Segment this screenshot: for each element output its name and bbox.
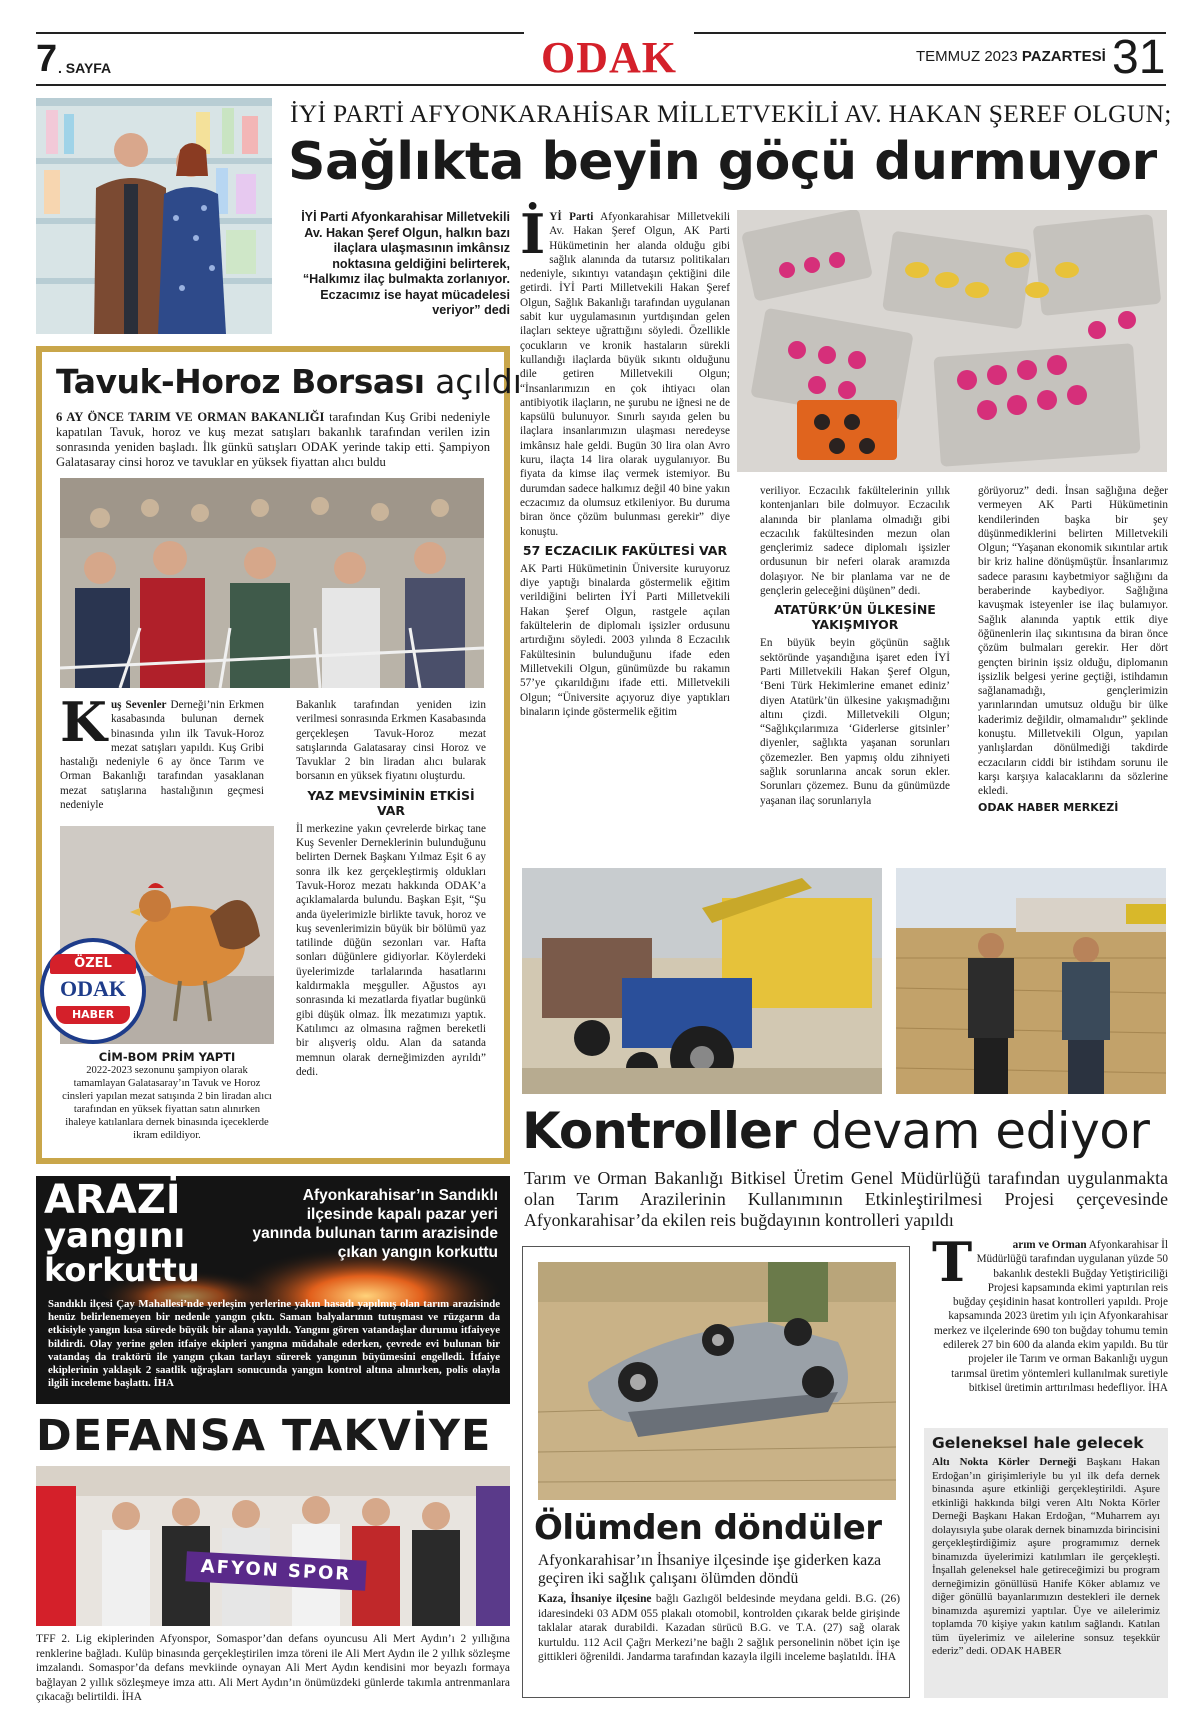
lead-column-3 [978, 484, 1168, 815]
lead-column-1 [520, 202, 730, 719]
month-year: TEMMUZ 2023 [916, 48, 1018, 65]
geleneksel-lead: Altı Nokta Körler Derneği [932, 1456, 1077, 1468]
weekday: PAZARTESİ [1021, 48, 1106, 65]
pills-photo [737, 210, 1167, 472]
defansa-body [36, 1632, 510, 1705]
arazi-headline-1: ARAZİ [44, 1177, 181, 1223]
kontrol-body [932, 1230, 1168, 1395]
lead-col2-text2: En büyük beyin göçünün sağlık sektöründe yaşandığına işaret eden İYİ Parti Milletvekili Hakan Şeref Olgun, ‘Beni Türk Hekimlerine emanet ediniz’ diyen Atatürk’ün ülkesine yakışmadığını altını çizdi. Milletvekili Olgun; “Sağlıkçılarımıza ‘Giderlerse gitsinler’ diyenler, sağlıkta yaşanan sorunları çözemezler. Ben yapmış oldu zihniyeti sağlık sorunlarına ancak sorun ekler. Sorunları çözemez. Bunu da günümüzde yaşanan ilaç sorunlarıyla [760, 637, 950, 807]
arazi-headline-2: yangını [44, 1216, 186, 1256]
arazi-headline-3: korkuttu [44, 1251, 200, 1289]
kontrol-headline [522, 1100, 1172, 1174]
defansa-text: TFF 2. Lig ekiplerinden Afyonspor, Somaspor’dan defans oyuncusu Ali Mert Aydın’ı 2 yıllığına renklerine bağladı. Kulüp binasında gerçekleştirilen imza töreni ile Ali Mert Aydın ile 2 yıllık sözleşme imzalandı. Somaspor’da defans mevkiinde oynayan Ali Mert Aydın kendisini mor beyazlı formaya bağlayan 2 yıllık sözleşmeye imza attı. Ali Mert Aydın’ın önümüzdeki günlerde takımla antrenmanlara çıkacağı belirtildi. [36, 1633, 510, 1703]
geleneksel-text: Başkanı Hakan Erdoğan’ın girişimleriyle bu yıl ilk defa dernek binasında aşure etkinliği gerçekleştirildi. Aşure etkinliği hakkında bilgi veren Altı Nokta Körler Derneği Başkanı Hakan Erdoğan, “Muharrem ayı dolayısıyla şube olarak dernek binamızda birincisini gerçekleştirdiğimiz aşure programımız dernek binamızda üyelerimizi katılımları ile gerçekleşti. İnşallah geleneksel hale getireceğimizi bu program derneğimizin gönüllüsü Hanife Köker ablamız ve diğer gönüllü bayanlarımızın destekleri ile dernek binamızda aşuremizi yaptılar. Üye ve ailelerimiz toplamda 70 kişiye yakın katılım sağlandı. Katılan tüm üyelerimiz ve ailelerine sonsuz teşekkür ederiz” dedi. [932, 1456, 1160, 1657]
masthead [36, 28, 1166, 88]
olum-lead: Kaza, İhsaniye ilçesine [538, 1593, 652, 1605]
tavuk-headline-bold: Tavuk-Horoz Borsası [56, 362, 425, 401]
lead-col1-lead: Yİ Parti [549, 211, 594, 223]
kontrol-byline: İHA [1148, 1381, 1168, 1394]
defansa-headline: DEFANSA TAKVİYE [36, 1411, 492, 1461]
lead-col3-text: görüyoruz” dedi. İnsan sağlığına değer vermeyen AK Parti Hükümetinin kendilerinden başka bir şey düşünmediklerini belirten Milletvekili Olgun; “Yaşanan ekonomik sıkıntılar artık bir kriz haline dönüşmüştür. İnsanlarımız sadece parasını kaybetmiyor sağlığını da beraberinde kaybediyor. Sağlığına kavuşmak isteyenler ise ilaç bulamıyor. Sağlık alanında yaptık ettik diye öğünenlerin ilaç sıkıntısına da biran önce çözüm bulmaları gerekir. Her dört gençten birinin işsiz olduğu, diplomanın işsizlik belgesi yerine geçtiği, istihdamın sağlanamadığı, gençlerimizin yarınlarından umutsuz olduğu bir ülke kaderimiz değildir, olmamalıdır” şeklinde konuştu. Milletvekili Olgun, yapılan yanlışlardan dönülmediği takdirde eczacıların ciddi bir istihdam sorunu ile karşı karşıya kalacaklarını da sözlerine ekledi. [978, 485, 1168, 798]
lead-headline: Sağlıkta beyin göçü durmuyor [288, 132, 1157, 192]
lead-kicker: İYİ PARTİ AFYONKARAHİSAR MİLLETVEKİLİ AV. HAKAN ŞEREF OLGUN; [290, 99, 1172, 128]
lead-subhead-1: 57 ECZACILIK FAKÜLTESİ VAR [522, 542, 728, 558]
defansa-byline: İHA [121, 1691, 142, 1703]
tractor-photo [522, 868, 882, 1094]
logo-box [524, 32, 694, 84]
rooster-caption-title: CİM-BOM PRİM YAPTI [98, 1050, 236, 1064]
arazi-body [48, 1298, 500, 1390]
badge-mid-text: ODAK [60, 976, 126, 1001]
rooster-caption-text: 2022-2023 sezonunu şampiyon olarak tamamlayan Galatasaray’ın Tavuk ve Horoz cinsleri yapılan mezat satışında 2 bin liradan alıcı tarafından en yüksek fiyattan satın alınırken ihaleye katılanlara dernek binasında içeceklerde ikram edildiyor. [62, 1065, 272, 1141]
kontrol-text: Afyonkarahisar İl Müdürlüğü tarafından uygulanan yüzde 50 bakanlık destekli Buğday Yetiştiriciliği Projesi kapsamında ekimi yaptırılan reis buğday çeşidinin hasat kontrolleri yapıldı. Proje kapsamında 2023 üretim yılı için Afyonkarahisar merkez ve ilçelerinde 690 ton buğday tohumu temin edilerek 27 bin 600 da alanda ekim yapıldı. Bu tür projeler ile Tarım ve orman Bakanlığı uygun tarımsal üretim yöntemleri kullanılmak suretiyle bitkisel üretimin arttırılması hedefliyor. [934, 1239, 1168, 1394]
olum-deck: Afyonkarahisar’ın İhsaniye ilçesinde işe giderken kaza geçiren iki sağlık çalışanı ölümden döndü [538, 1552, 882, 1587]
olum-headline: Ölümden döndüler [534, 1508, 882, 1548]
tavuk-col2-text2: İl merkezine yakın çevrelerde birkaç tane Kuş Sevenler Derneklerinin bulunduğunu belirten Dernek Başkanı Yılmaz Eşit 6 ay sonra ilk kez gerçekleştirmiş oldukları Tavuk-Horoz mezatı hakkında ODAK’a açıklamalarda bulundu. Başkan Eşit, “Şu anda üyelerimizle birlikte tavuk, horoz ve kuş sevenlerimizin büyük bir bölümü yaz tatilinde düğün sezonları var. Hafta sonları düğünlere gidiyorlar. Köylerdeki üyelerimizde tarlalarında hasatlarını kaldırmakla meşguller. Ağustos ayı sonrasında ki mezatlarda fiyatlar bugünkü gibi düşük olmaz. İlk mezatımızı yaptık. Katılımcı az olmasına rağmen bereketli bir alışveriş oldu. Alan da satanda memnun olarak derneğimizden ayrıldı” dedi. [296, 822, 486, 1078]
geleneksel-body [932, 1456, 1160, 1659]
tavuk-col2-text: Bakanlık tarafından yeniden izin verilmesi sonrasında Erkmen Kasabasında gerçekleşen Tavuk-Horoz mezat satışlarında Galatasaray cinsi Horoz ve Tavuklar 2 bin liradan alıcı bularak borsanın en yüksek fiyatını oluşturdu. [296, 699, 486, 783]
lead-col2-text: veriliyor. Eczacılık fakültelerinin yıllık kontenjanları bile dolmuyor. Eczacılık alanında bir planlama olmadığı gibi eczacılık fakültesinden mezun olan gençlerimiz sadece diplomalı işsizler ordusunun bir neferi olarak aramızda dolaşıyor. Ne bir planlama var ne de gençlerin geleceğini düşünen” dedi. [760, 485, 950, 598]
pharmacy-photo [36, 98, 272, 334]
scarf-text: AFYON SPOR [200, 1556, 352, 1585]
tavuk-headline [56, 360, 522, 410]
bottom-rule [36, 84, 1166, 86]
tavuk-subhead: YAZ MEVSİMİNİN ETKİSİ VAR [307, 787, 475, 818]
tavuk-summary-text: tarafından Kuş Gribi nedeniyle kapatılan Tavuk, horoz ve kuş mezat satışları bakanlık tarafından verilen izin sonrasında yeniden başladı. İlk günkü satışları ODAK yerinde takip etti. Şampiyon Galatasaray cinsi horoz ve tavuklar en yüksek fiyattan alıcı buldu [56, 410, 490, 469]
kontrol-headline-light: devam ediyor [795, 1102, 1150, 1160]
badge-bottom-text: HABER [71, 1008, 115, 1021]
arazi-byline: İHA [153, 1377, 174, 1390]
arazi-box [36, 1176, 510, 1404]
signing-photo [36, 1466, 510, 1626]
tavuk-col1-lead: uş Sevenler [110, 699, 167, 711]
day-number: 31 [1112, 31, 1166, 84]
olum-byline: İHA [875, 1651, 897, 1664]
tavuk-summary [56, 410, 490, 470]
page-word: . SAYFA [58, 60, 112, 76]
olum-body [538, 1592, 900, 1665]
tavuk-column-1 [60, 690, 264, 812]
kontrol-headline-bold: Kontroller [522, 1102, 796, 1160]
olum-text: bağlı Gazlıgöl beldesinde meydana geldi. B.G. (26) idaresindeki 03 ADM 055 plakalı otomobil, kontrolden çıkarak belde girişinde taklalar atarak durabildi. Kazadan sürücü B.G. ve T.A. (27) sağ olarak kurtuldu. 112 Acil Çağrı Merkezi’ne bağlı 2 sağlık personelinin nöbet için işe gittikleri öğrenildi. Jandarma tarafından kazayla ilgili inceleme başlatıldı. [538, 1593, 900, 1664]
ozel-odak-badge [40, 938, 146, 1044]
logo: ODAK [541, 33, 677, 82]
kontrol-lead: arım ve Orman [1012, 1239, 1087, 1251]
geleneksel-headline: Geleneksel hale gelecek [932, 1434, 1144, 1452]
tavuk-summary-lead: 6 AY ÖNCE TARIM VE ORMAN BAKANLIĞI [56, 410, 325, 424]
auction-photo [60, 478, 484, 688]
lead-summary: İYİ Parti Afyonkarahisar Milletvekili Av. Hakan Şeref Olgun, halkın bazı ilaçlara ulaşmasının imkânsız noktasına geldiğini belirterek, “Halkımız ilaç bulmakta zorlanıyor. Eczacımız ise hayat mücadelesi veriyor” dedi [301, 210, 510, 317]
lead-dropcap: İ [520, 202, 546, 266]
lead-byline: ODAK HABER MERKEZİ [978, 800, 1119, 814]
lead-column-2 [760, 484, 950, 808]
wheat-photo [896, 868, 1166, 1094]
issue-date [916, 48, 1106, 65]
tavuk-dropcap: K [60, 690, 107, 754]
badge-top-text: ÖZEL [74, 956, 112, 971]
arazi-deck: Afyonkarahisar’ın Sandıklı ilçesinde kapalı pazar yeri yanında bulunan tarım arazisinde çıkan yangın korkuttu [252, 1187, 498, 1261]
car-crash-photo [538, 1262, 896, 1500]
lead-col1-text: Afyonkarahisar Milletvekili Av. Hakan Şeref Olgun, AK Parti Hükümetinin her alanda olduğu gibi sağlık alanında da tutarsız politikaları nedeniyle, sıkıntıyı vatandaşın çektiğini dile getirdi. İYİ Parti Milletvekili Hakan Şeref Olgun, Sağlık Bakanlığı tarafından uygulanan sabit kur uygulamasının yurtdışından gelen ilaçları sekteye uğrattığını söyledi. Özellikle çocukların ve kronik hastaların sürekli kullandığı ilaçlarda büyük sıkıntı olduğunu dile getiren Milletvekili Olgun; “İnsanlarımızın en çok ihtiyacı olan antibiyotik ilaçların, ne şurubu ne iğnesi ne de kapsülü bulunuyor. Sınırlı sayıda gelen bu ilaçlara insanlarımızın ulaşması neredeyse imkânsız hale geldi. Bugün 30 lira olan Avro kuru, ilaçta 14 lira olarak uygulanıyor. Bu fiyata da kimse ilaç vermek istemiyor. Bu durumdan sadece halkımız değil 40 bine yakın eczacımız da olumsuz etkileniyor. Bu duruma biran önce çözüm bulunması gerekir” diye konuştu. [520, 211, 730, 538]
page-number: 7 [36, 38, 58, 80]
tavuk-headline-light: açıldı [424, 362, 522, 401]
tavuk-col1-text: Derneği’nin Erkmen kasabasında bulunan dernek binasında yılın ilk Tavuk-Horoz mezat satışları yapıldı. Kuş Gribi hastalığı nedeniyle 6 ay önce Tarım ve Orman Bakanlığı tarafından yasaklanan mezat satışlarına hastalığının geçmesi nedeniyle [60, 699, 264, 812]
arazi-text: Sandıklı ilçesi Çay Mahallesi’nde yerleşim yerlerine yakın hasadı yapılmış olan tarım arazisinde henüz belirlenemeyen bir nedenle yangın çıktı. Saman balyalarının tutuşması ve rüzgarın da etkisiyle yangın kısa sürede büyük bir alana yayıldı. Yangını gören vatandaşlar durumu itfaiyeye bildirdi. Olay yerine gelen itfaiye ekipleri yangına müdahale ederken, çevrede evi bulunan bir vatandaş da traktörü ile yangın çıkan tarlayı sürerek yangının büyümesini engelledi. İtfaiye ekiplerinin yaklaşık 2 saatlik uğraşları sonucunda yangın kontrol altına alınırken, polis olayla ilgili inceleme başlattı. [48, 1298, 500, 1390]
geleneksel-byline: ODAK HABER [990, 1645, 1062, 1657]
kontrol-dropcap: T [932, 1230, 973, 1294]
tavuk-column-2 [296, 698, 486, 1079]
lead-col1-text2: AK Parti Hükümetinin Üniversite kuruyoruz diye yaptığı binalarda göstermelik eğitim verildiğini belirten İYİ Parti Milletvekili Hakan Şeref Olgun, rastgele açılan fakültelerin de diplomalı işsizler ordusunu artırdığını söyledi. 2003 yılında 8 Eczacılık Fakültesinin bulunduğunu ifade eden Milletvekili Olgun, günümüzde bu rakamın 57’ye çıkarıldığını ifade etti. Milletvekili Olgun; “Üniversite açıyoruz diye yaptıkları binaların içinde göstermelik eğitim [520, 562, 730, 718]
kontrol-deck: Tarım ve Orman Bakanlığı Bitkisel Üretim Genel Müdürlüğü tarafından uygulanmakta olan Tarım Arazilerinin Kullanımının Etkinleştirilmesi Projesi çerçevesinde Afyonkarahisar’da ekilen reis buğdayının kontrolleri yapıldı [524, 1168, 1168, 1230]
lead-subhead-2: ATATÜRK’ÜN ÜLKESİNE YAKIŞMIYOR [774, 602, 936, 633]
